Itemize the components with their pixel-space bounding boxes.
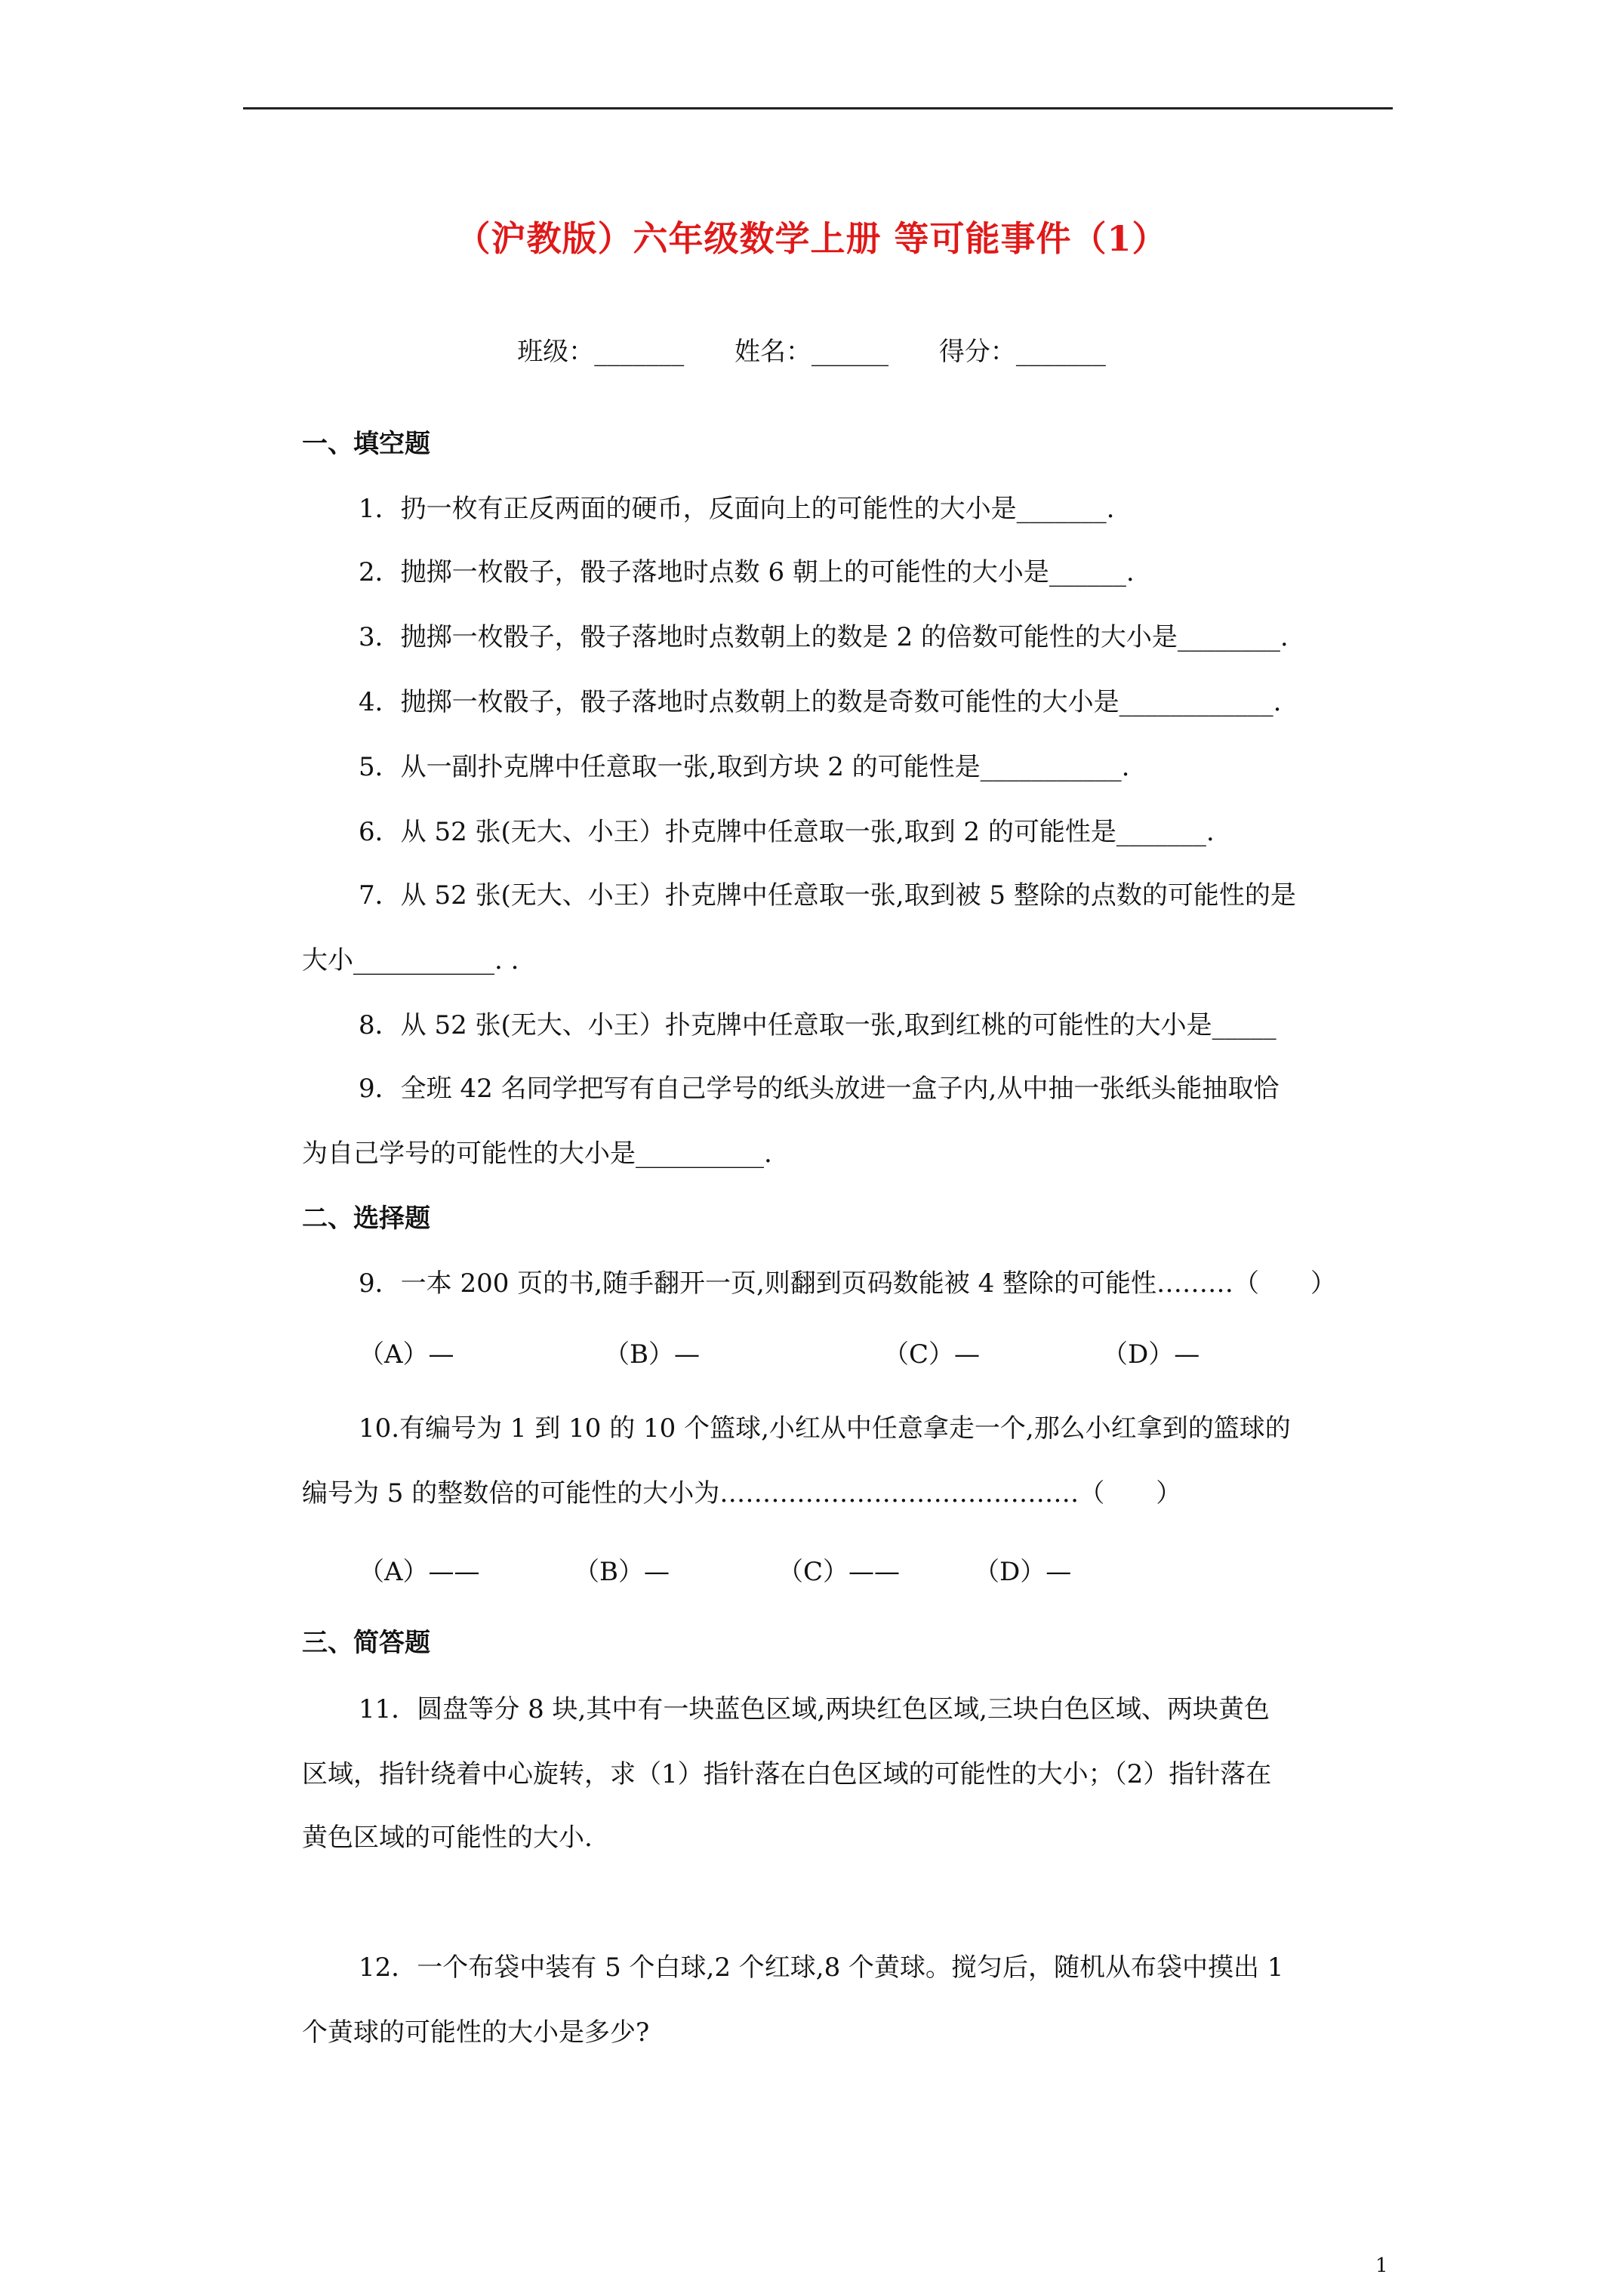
section-choice: 二、选择题 [302,1203,430,1234]
name-blank[interactable]: ______ [812,337,888,367]
choice-question-10: 10.有编号为 1 到 10 的 10 个篮球,小红从中任意拿走一个,那么小红拿到的篮球的 [359,1413,1291,1444]
choice-9-option-a[interactable]: （A）— [359,1339,454,1370]
choice-question-10-cont: 编号为 5 的整数倍的可能性的大小为……………………………………（ ） [302,1478,1182,1509]
short-question-12-cont: 个黄球的可能性的大小是多少? [302,2017,650,2048]
section-fill-in: 一、填空题 [302,429,430,459]
fill-question-1: 1．扔一枚有正反两面的硬币，反面向上的可能性的大小是_______. [359,494,1115,524]
page-number: 1 [1375,2254,1388,2277]
fill-question-7: 7．从 52 张(无大、小王）扑克牌中任意取一张,取到被 5 整除的点数的可能性的是 [359,880,1296,911]
class-field[interactable] [517,331,684,368]
short-question-12: 12．一个布袋中装有 5 个白球,2 个红球,8 个黄球。搅匀后，随机从布袋中摸出 1 [359,1952,1284,1983]
header-rule [243,107,1393,109]
fill-question-9: 9．全班 42 名同学把写有自己学号的纸头放进一盒子内,从中抽一张纸头能抽取恰 [359,1074,1280,1104]
fill-question-3: 3．抛掷一枚骰子，骰子落地时点数朝上的数是 2 的倍数可能性的大小是________. [359,622,1289,652]
choice-10-option-c[interactable]: （C）—— [778,1557,901,1587]
short-question-11-line2: 区域，指针绕着中心旋转，求（1）指针落在白色区域的可能性的大小；（2）指针落在 [302,1759,1272,1789]
short-question-11: 11．圆盘等分 8 块,其中有一块蓝色区域,两块红色区域,三块白色区域、两块黄色 [359,1694,1270,1724]
fill-question-5: 5．从一副扑克牌中任意取一张,取到方块 2 的可能性是___________. [359,752,1130,782]
class-blank[interactable]: _______ [594,337,685,367]
class-label: 班级： [517,337,595,367]
short-question-11-line3: 黄色区域的可能性的大小. [302,1823,593,1853]
choice-9-option-d[interactable]: （D）— [1102,1339,1200,1370]
name-label: 姓名： [735,337,812,367]
choice-10-option-b[interactable]: （B）— [574,1557,670,1587]
name-field[interactable] [735,331,888,368]
choice-question-9: 9．一本 200 页的书,随手翻开一页,则翻到页码数能被 4 整除的可能性………（ ） [359,1268,1337,1299]
student-info [0,331,1623,368]
fill-question-4: 4．抛掷一枚骰子，骰子落地时点数朝上的数是奇数可能性的大小是____________. [359,687,1282,717]
fill-question-9-cont: 为自己学号的可能性的大小是__________. [302,1139,772,1169]
choice-9-option-c[interactable]: （C）— [883,1339,981,1370]
fill-question-2: 2．抛掷一枚骰子，骰子落地时点数 6 朝上的可能性的大小是______. [359,557,1135,587]
score-label: 得分： [938,337,1016,367]
choice-9-option-b[interactable]: （B）— [604,1339,700,1370]
fill-question-7-cont: 大小___________. . [302,945,519,975]
choice-10-option-a[interactable]: （A）—— [359,1557,480,1587]
choice-10-option-d[interactable]: （D）— [974,1557,1072,1587]
fill-question-8: 8．从 52 张(无大、小王）扑克牌中任意取一张,取到红桃的可能性的大小是_____ [359,1010,1277,1040]
score-blank[interactable]: _______ [1015,337,1106,367]
fill-question-6: 6．从 52 张(无大、小王）扑克牌中任意取一张,取到 2 的可能性是_______. [359,817,1215,847]
section-short-answer: 三、简答题 [302,1628,430,1658]
page-title: （沪教版）六年级数学上册 等可能事件（1） [455,218,1168,259]
score-field[interactable] [939,331,1106,368]
